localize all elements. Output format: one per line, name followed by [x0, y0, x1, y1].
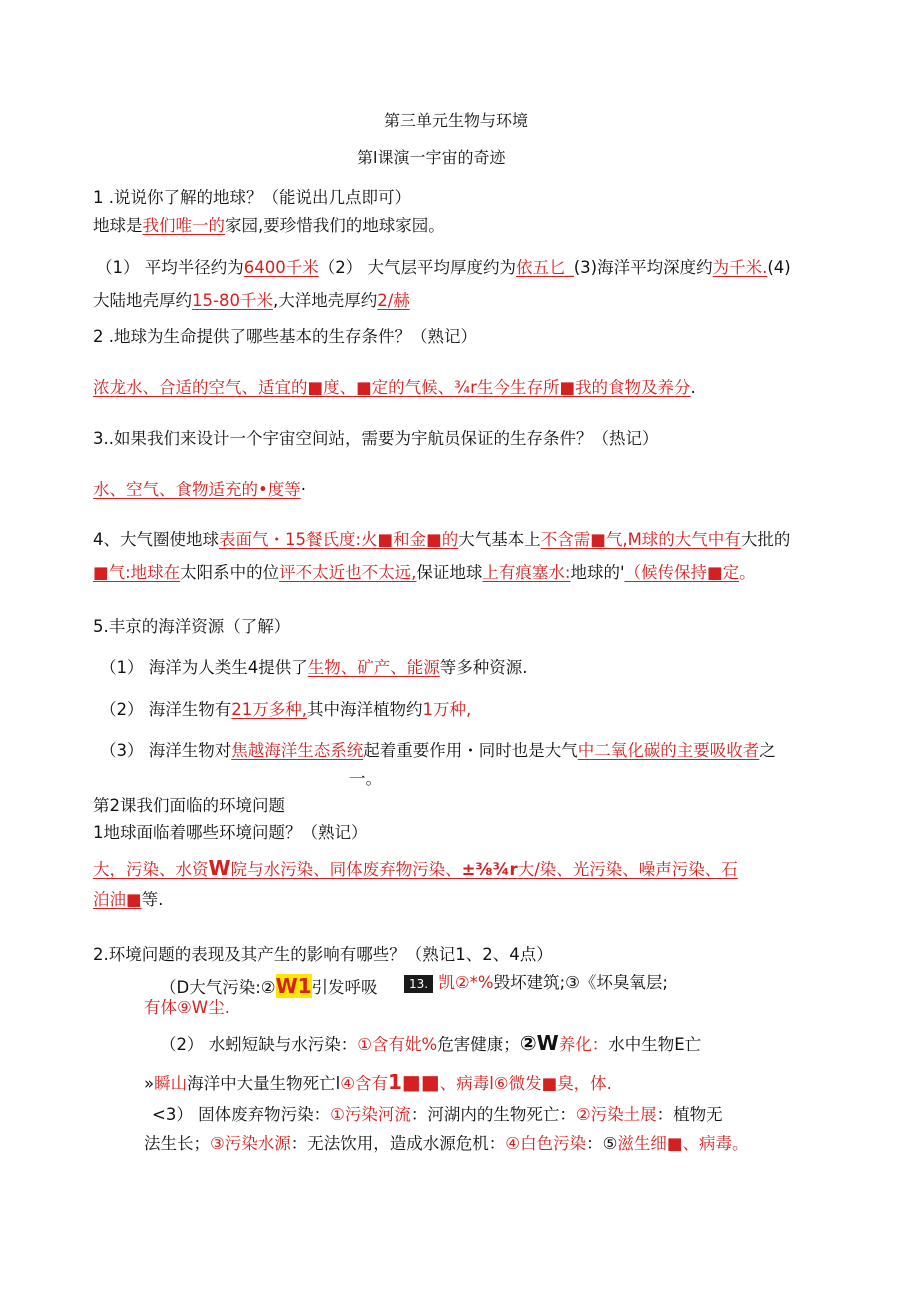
p3-r1: ①污染河流: [330, 1105, 411, 1124]
p2-l2-r1: 瞬山: [154, 1074, 188, 1093]
q2-point-3-line-2: [144, 1133, 748, 1155]
q2-point-2-line-1: [160, 1032, 701, 1056]
q1-l2-r3: 为千米.: [712, 258, 768, 277]
q4-line-1: [93, 529, 790, 551]
a1-l1-big2: ±⅜¾r: [461, 860, 518, 879]
p1-d: 毁坏建筑;③《坏臭氧层;: [493, 973, 668, 992]
p2-l2-r3: 、病毒l⑥微发■臭，体.: [439, 1074, 612, 1093]
q1-l3-p2: ,大洋地壳厚约: [272, 291, 378, 310]
p1-a: （D大气污染:②: [160, 978, 276, 997]
q5-item-2: [100, 699, 471, 721]
p1-l2: 有体⑨W尘.: [144, 998, 230, 1017]
q2-point-1-line-1: [160, 975, 378, 999]
q4-l2-r1: ■气:地球在: [93, 563, 181, 582]
q1-question: 1 .说说你了解的地球？（能说出几点即可）: [93, 188, 411, 207]
q2-answer: [93, 377, 696, 399]
q5-i3-r2: 中二氧化碳的主要吸收者: [577, 741, 760, 760]
q5-i3-p3: 之: [759, 741, 776, 760]
lesson1-title: 第l课演一宇宙的奇迹: [357, 148, 506, 167]
p3-l2-r1: ③污染水源: [210, 1134, 291, 1153]
q3-answer-end: ·: [300, 480, 306, 499]
q5-i3-r1: 焦越海洋生态系统: [231, 741, 364, 760]
p3-l2-r3: 滋生细■、病毒。: [617, 1134, 749, 1153]
q2-question: 2 .地球为生命提供了哪些基本的生存条件？（熟记）: [93, 327, 477, 346]
q5-i2-p1: （2） 海洋生物有: [100, 700, 232, 719]
q1-l2-p2: （2） 大气层平均厚度约为: [318, 258, 516, 277]
q5-i2-r1: 21万多种,: [231, 700, 307, 719]
q4-l1-p3: 大批的: [740, 530, 791, 549]
p3-b: ：河湖内的生物死亡：: [410, 1105, 576, 1124]
q5-i1-p2: 等多种资源.: [439, 658, 528, 677]
p3-a: <3） 固体废弃物污染：: [152, 1105, 331, 1124]
a1-l1-pre: 大，污染、水资: [93, 860, 209, 879]
q2-point-1-line-2: [144, 997, 230, 1019]
q1-l3-r2: 2/赫: [377, 291, 410, 310]
q1-answer-post: 家园,要珍惜我们的地球家园。: [225, 216, 445, 235]
q5-item-3: [100, 740, 776, 762]
a1-l2: 泊油■: [93, 890, 142, 909]
q1-l2-p1: （1） 平均半径约为: [96, 258, 244, 277]
q3-answer: [93, 479, 306, 501]
q4-l2-r4: （候传保持■定: [624, 563, 740, 582]
q5-i1-r1: 生物、矿产、能源: [307, 658, 440, 677]
p2-l2-b: 海洋中大量生物死亡l: [187, 1074, 341, 1093]
p2-b: 危害健康；: [437, 1035, 520, 1054]
lesson2-q1: 1地球面临着哪些环境问题？（熟记）: [93, 823, 368, 842]
p3-c: ：植物无: [656, 1105, 723, 1124]
p2-big: ②W: [519, 1031, 559, 1055]
q5-i2-r2: 1万种,: [422, 700, 472, 719]
a1-l1-post: 大/染、光污染、噪声污染、石: [517, 860, 738, 879]
a1-l2-end: 等.: [141, 890, 164, 909]
q1-l2-r1: 6400千米: [243, 258, 319, 277]
p1-box: 13.: [404, 975, 433, 993]
a1-l1-big: W: [208, 856, 231, 880]
q5-i3-p1: （3） 海洋生物对: [100, 741, 232, 760]
p2-l2-r2: ④含有: [340, 1074, 388, 1093]
unit-title: 第三单元生物与环境: [384, 111, 529, 130]
q5-item-1: [100, 657, 528, 679]
q1-l3-p1: 大陆地壳厚约: [93, 291, 192, 310]
p2-l2-big: 1■■: [388, 1070, 440, 1094]
q1-detail-line-2: [93, 290, 410, 312]
q5-i3-p2: 起着重要作用・同时也是大气: [363, 741, 578, 760]
q1-l2-r2: 依五匕_: [516, 258, 574, 277]
lesson2-a1-line-1: [93, 857, 738, 881]
p2-l2-a: »: [144, 1074, 155, 1093]
p3-l2-a: 法生长；: [144, 1134, 210, 1153]
q1-answer-pre: 地球是: [93, 216, 143, 235]
q4-l2-p1: 太阳系中的位: [180, 563, 280, 582]
q1-l3-r1: 15-80千米: [192, 291, 273, 310]
q4-l2-r3: 上有痕塞水:: [482, 563, 571, 582]
q3-answer-red: 水、空气、食物适充的•度等: [93, 480, 301, 499]
q5-question: 5.丰京的海洋资源（了解）: [93, 617, 291, 636]
a1-l1-mid: 院与水污染、同体废弃物污染、: [230, 860, 462, 879]
p1-c: 凯②*%: [438, 973, 494, 992]
q4-line-2: [93, 562, 756, 584]
lesson2-q2: 2.环境问题的表现及其产生的影响有哪些？（熟记1、2、4点）: [93, 945, 553, 964]
p2-c: 水中生物E亡: [608, 1035, 702, 1054]
q4-l1-r1: 表面气・15餐氏度:火■和金■的: [219, 530, 459, 549]
q2-point-1-right: [404, 972, 668, 994]
q1-l2-p4: (4): [767, 258, 791, 277]
p2-r2: 养化：: [558, 1035, 609, 1054]
q2-point-2-line-2: [144, 1071, 612, 1095]
q4-l2-r2: 评不太近也不太远,: [279, 563, 417, 582]
q5-i1-p1: （1） 海洋为人类生4提供了: [100, 658, 308, 677]
q4-l2-p2: 保证地球: [416, 563, 483, 582]
q2-answer-end: .: [690, 378, 696, 397]
q4-l1-p2: 大气基本上: [458, 530, 541, 549]
p2-r1: ①含有妣%: [357, 1035, 438, 1054]
q2-answer-red: 浓龙水、合适的空气、适宜的■度、■定的气候、¾r生今生存所■我的食物及养分: [93, 378, 691, 397]
p3-r2: ②污染土展: [575, 1105, 657, 1124]
q4-l1-p1: 4、大气圈使地球: [93, 530, 219, 549]
p3-l2-r2: ④白色污染: [505, 1134, 587, 1153]
q1-answer-red: 我们唯一的: [142, 216, 225, 235]
lesson2-a1-line-2: [93, 889, 163, 911]
q4-l1-r2: 不含需■气,M球的大气中有: [540, 530, 741, 549]
q1-answer: [93, 215, 445, 237]
q5-i2-p2: 其中海洋植物约: [307, 700, 423, 719]
p1-b: 引发呼吸: [311, 978, 378, 997]
lesson2-title: 第2课我们面临的环境问题: [93, 796, 285, 815]
p1-highlight: W1: [275, 974, 312, 998]
p2-a: （2） 水蚓短缺与水污染：: [160, 1035, 358, 1054]
q3-question: 3..如果我们来设计一个宇宙空间站，需要为宇航员保证的生存条件？（热记）: [93, 429, 659, 448]
q4-l2-end: 。: [739, 563, 756, 582]
p3-l2-b: ：无法饮用，造成水源危机：: [290, 1134, 506, 1153]
q5-item-3-cont: 一。: [349, 769, 382, 788]
p3-l2-c: ：⑤: [586, 1134, 618, 1153]
q1-detail-line-1: [96, 257, 791, 279]
q1-l2-p3: (3)海洋平均深度约: [573, 258, 713, 277]
q2-point-3-line-1: [152, 1104, 723, 1126]
q4-l2-p3: 地球的': [570, 563, 625, 582]
